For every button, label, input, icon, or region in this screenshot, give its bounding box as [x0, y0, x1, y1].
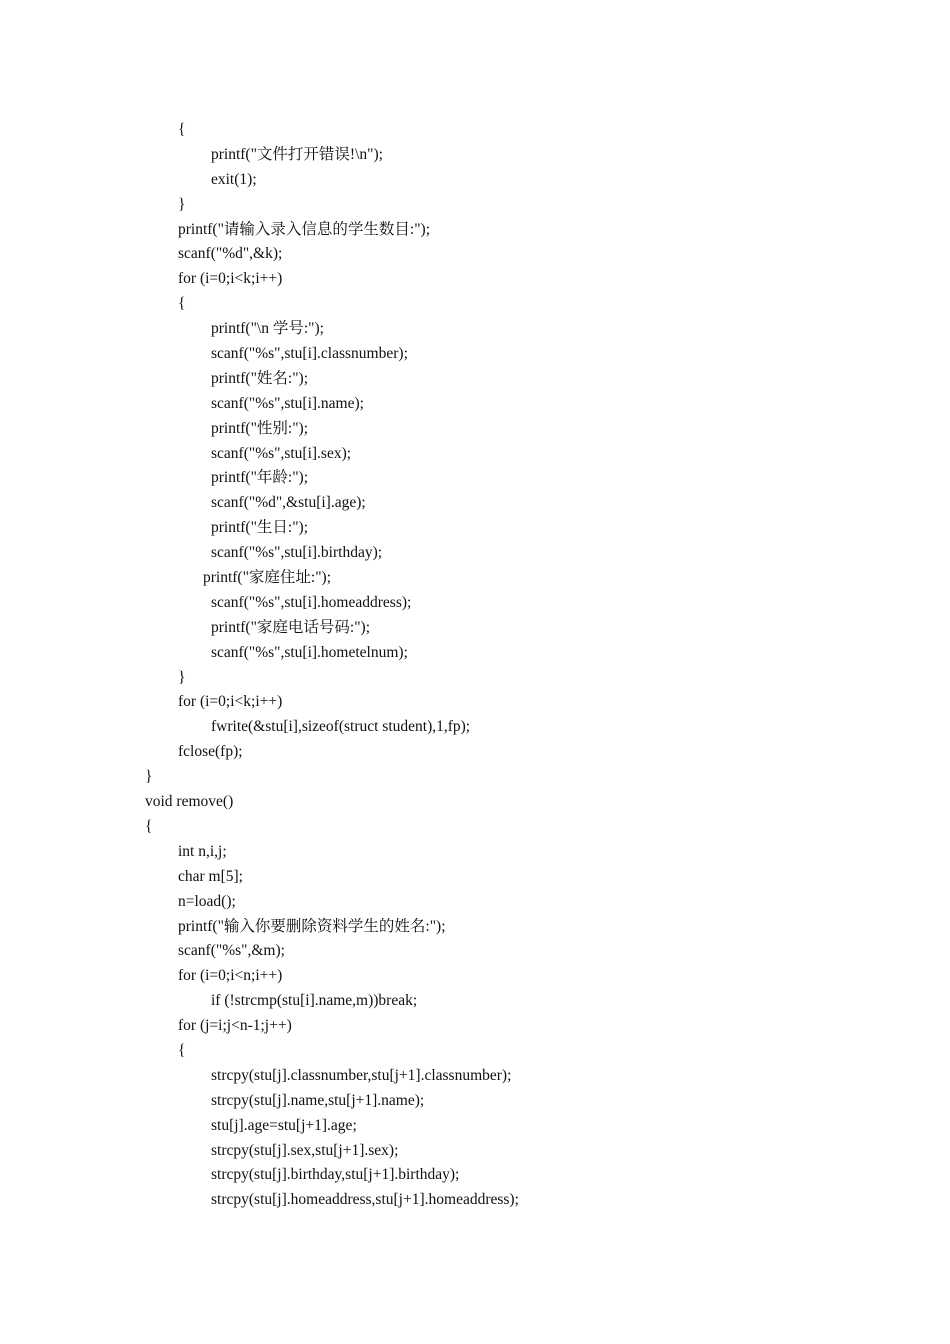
code-line — [0, 392, 950, 417]
code-line — [0, 491, 950, 516]
code-line-text: printf("文件打开错误!\n"); — [211, 145, 383, 163]
code-line-text: strcpy(stu[j].sex,stu[j+1].sex); — [211, 1141, 399, 1159]
code-line-text: strcpy(stu[j].birthday,stu[j+1].birthday); — [211, 1166, 460, 1184]
code-line-text: scanf("%d",&stu[i].age); — [211, 494, 366, 512]
code-line — [0, 218, 950, 243]
code-line-text: } — [178, 195, 186, 213]
code-line — [0, 317, 950, 342]
code-line — [0, 417, 950, 442]
code-line — [0, 964, 950, 989]
code-line-text: n=load(); — [178, 892, 236, 910]
code-line — [0, 466, 950, 491]
code-line — [0, 516, 950, 541]
code-line — [0, 541, 950, 566]
code-line-text: printf("家庭电话号码:"); — [211, 618, 371, 636]
code-line-text: strcpy(stu[j].homeaddress,stu[j+1].homeaddress); — [211, 1191, 519, 1209]
code-line-text: printf("生日:"); — [211, 519, 309, 537]
code-line-text: printf("\n 学号:"); — [211, 320, 324, 338]
code-line — [0, 865, 950, 890]
code-line — [0, 1188, 950, 1213]
code-line — [0, 1163, 950, 1188]
code-line — [0, 1014, 950, 1039]
code-line-text: if (!strcmp(stu[i].name,m))break; — [211, 992, 418, 1010]
code-line-text: int n,i,j; — [178, 842, 227, 860]
code-line — [0, 442, 950, 467]
code-line — [0, 193, 950, 218]
code-line — [0, 939, 950, 964]
code-line-text: { — [178, 1041, 186, 1059]
code-line-text: { — [178, 121, 186, 138]
code-line-text: printf("家庭住址:"); — [203, 569, 332, 587]
code-line — [0, 1139, 950, 1164]
code-line — [0, 740, 950, 765]
code-line — [0, 915, 950, 940]
code-line-text: strcpy(stu[j].name,stu[j+1].name); — [211, 1091, 425, 1109]
code-line — [0, 591, 950, 616]
code-line — [0, 342, 950, 367]
code-line-text: { — [178, 295, 186, 313]
code-line-text: scanf("%s",stu[i].sex); — [211, 444, 352, 462]
code-line — [0, 616, 950, 641]
code-line-text: for (i=0;i<n;i++) — [178, 967, 283, 985]
code-line-text: scanf("%s",&m); — [178, 942, 285, 960]
code-line — [0, 790, 950, 815]
code-line-text: printf("姓名:"); — [211, 369, 309, 387]
code-line-text: fwrite(&stu[i],sizeof(struct student),1,fp); — [211, 718, 471, 736]
code-line-text: printf("请输入录入信息的学生数目:"); — [178, 220, 431, 238]
code-line — [0, 815, 950, 840]
code-line — [0, 641, 950, 666]
code-line — [0, 118, 950, 143]
code-line — [0, 242, 950, 267]
code-line-text: for (j=i;j<n-1;j++) — [178, 1017, 292, 1035]
code-line-text: void remove() — [145, 793, 234, 811]
code-line-text: char m[5]; — [178, 867, 243, 885]
code-line — [0, 168, 950, 193]
code-line — [0, 267, 950, 292]
code-line-text: printf("性别:"); — [211, 419, 309, 437]
code-line — [0, 143, 950, 168]
code-line — [0, 765, 950, 790]
code-line-text: printf("年龄:"); — [211, 469, 309, 487]
code-line — [0, 1064, 950, 1089]
code-listing — [0, 118, 950, 1213]
code-line-text: scanf("%s",stu[i].classnumber); — [211, 345, 408, 363]
code-line-text: } — [178, 668, 186, 686]
code-line — [0, 367, 950, 392]
code-line-text: scanf("%s",stu[i].hometelnum); — [211, 643, 408, 661]
code-line — [0, 1039, 950, 1064]
code-line-text: scanf("%d",&k); — [178, 245, 283, 263]
code-line — [0, 1089, 950, 1114]
code-line-text: fclose(fp); — [178, 743, 243, 761]
code-line-text: strcpy(stu[j].classnumber,stu[j+1].classnumber); — [211, 1066, 512, 1084]
code-line — [0, 666, 950, 691]
code-line-text: scanf("%s",stu[i].name); — [211, 394, 364, 412]
code-line-text: exit(1); — [211, 170, 257, 188]
code-line — [0, 690, 950, 715]
code-line — [0, 715, 950, 740]
code-line — [0, 566, 950, 591]
code-line-text: for (i=0;i<k;i++) — [178, 693, 283, 711]
code-line — [0, 292, 950, 317]
code-line — [0, 890, 950, 915]
code-line-text: scanf("%s",stu[i].homeaddress); — [211, 593, 412, 611]
code-line-text: stu[j].age=stu[j+1].age; — [211, 1116, 357, 1134]
code-line-text: { — [145, 817, 153, 835]
code-line-text: } — [145, 768, 153, 786]
code-line-text: for (i=0;i<k;i++) — [178, 270, 283, 288]
code-line — [0, 989, 950, 1014]
code-line — [0, 1114, 950, 1139]
code-line-text: printf("输入你要删除资料学生的姓名:"); — [178, 917, 446, 935]
code-line-text: scanf("%s",stu[i].birthday); — [211, 544, 383, 562]
code-line — [0, 840, 950, 865]
